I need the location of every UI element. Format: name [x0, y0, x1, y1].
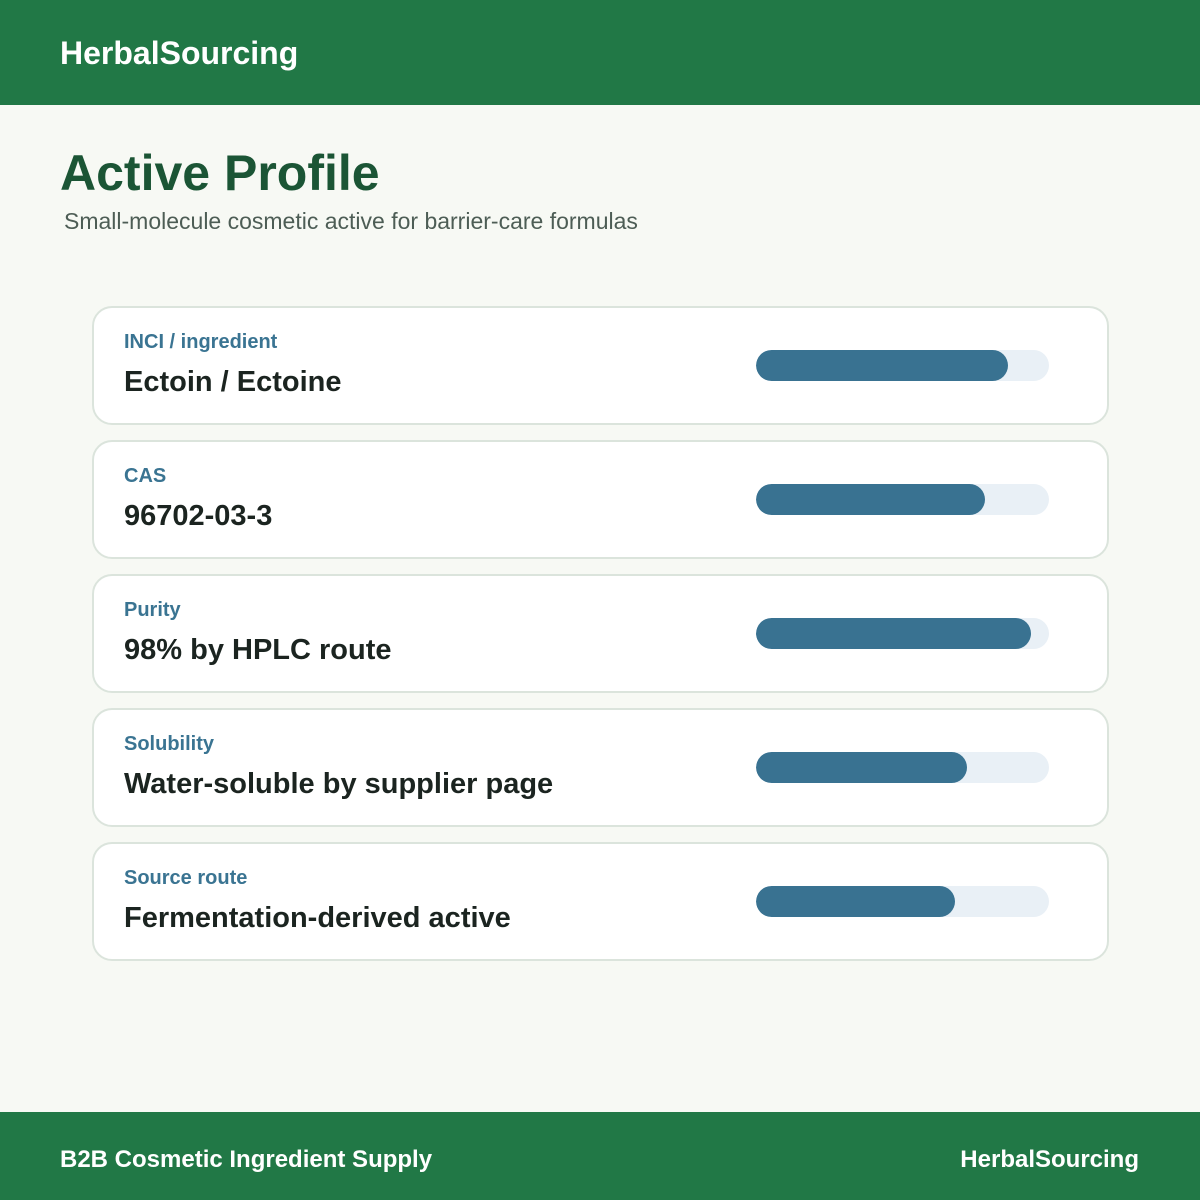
footer-tagline: B2B Cosmetic Ingredient Supply [60, 1146, 433, 1173]
profile-card-cas [92, 440, 1109, 559]
footer [0, 1112, 1200, 1200]
top-header [0, 0, 1200, 105]
card-label: Purity [124, 599, 181, 621]
page-subtitle: Small-molecule cosmetic active for barrier-care formulas [64, 208, 638, 234]
card-label: CAS [124, 465, 167, 487]
level-bar-fill [756, 886, 955, 917]
level-bar-fill [756, 618, 1031, 649]
level-bar-track [756, 886, 1049, 917]
level-bar-fill [756, 752, 967, 783]
level-bar-fill [756, 484, 985, 515]
page-title: Active Profile [60, 145, 380, 201]
level-bar-track [756, 618, 1049, 649]
level-bar-track [756, 752, 1049, 783]
card-value: 96702-03-3 [124, 500, 273, 532]
card-label: INCI / ingredient [124, 331, 278, 353]
level-bar-track [756, 350, 1049, 381]
profile-card-solubility [92, 708, 1109, 827]
brand-logo-text[interactable]: HerbalSourcing [60, 35, 299, 71]
footer-brand[interactable]: HerbalSourcing [960, 1146, 1139, 1173]
card-value: Water-soluble by supplier page [124, 768, 554, 800]
card-value: Fermentation-derived active [124, 902, 511, 934]
profile-card-source-route [92, 842, 1109, 961]
profile-card-list [92, 306, 1109, 976]
profile-card-inci [92, 306, 1109, 425]
card-label: Solubility [124, 733, 214, 755]
profile-card-purity [92, 574, 1109, 693]
card-label: Source route [124, 867, 248, 889]
card-value: 98% by HPLC route [124, 634, 392, 666]
level-bar-fill [756, 350, 1008, 381]
card-value: Ectoin / Ectoine [124, 366, 342, 398]
level-bar-track [756, 484, 1049, 515]
